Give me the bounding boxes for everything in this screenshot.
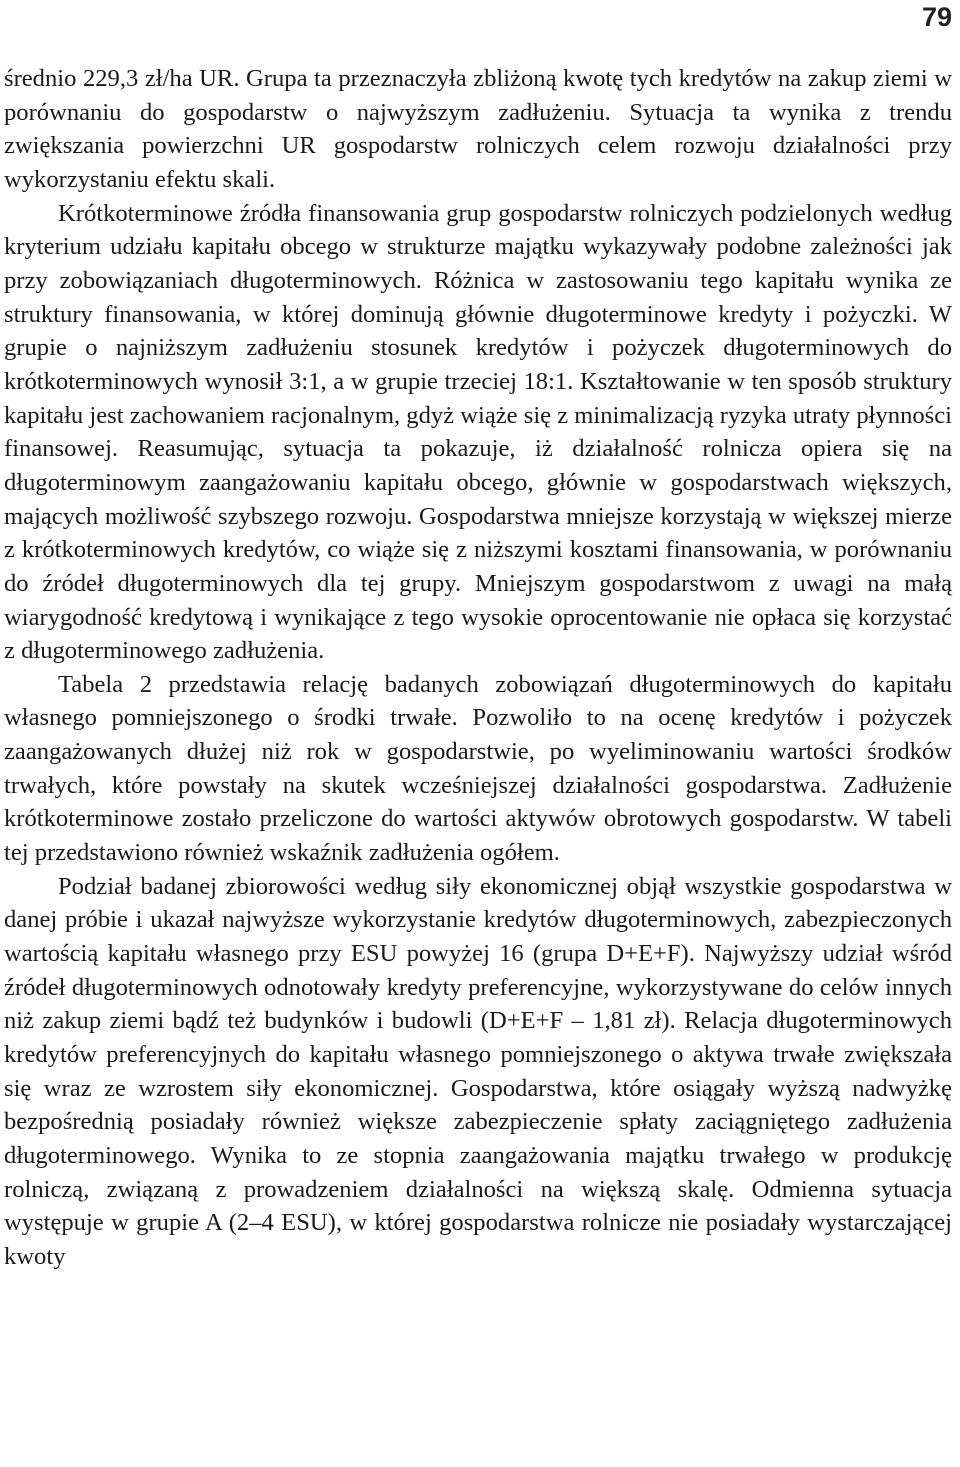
paragraph-short-term-financing: Krótkoterminowe źródła finansowania grup gospodarstw rolniczych podzielonych według kryterium udziału kapitału obcego w strukturze majątku wykazywały podobne zależności jak przy zobowiązaniach długoterminowych. Różnica w zastosowaniu tego kapitału wynika ze struktury finansowania, w której dominują głównie długoterminowe kredyty i pożyczki. W grupie o najniższym zadłużeniu stosunek kredytów i pożyczek długoterminowych do krótkoterminowych wynosił 3:1, a w grupie trzeciej 18:1. Kształtowanie w ten sposób struktury kapitału jest zachowaniem racjonalnym, gdyż wiąże się z minimalizacją ryzyka utraty płynności finansowej. Reasumując, sytuacja ta pokazuje, iż działalność rolnicza opiera się na długoterminowym zaangażowaniu kapitału obcego, głównie w gospodarstwach większych, mających możliwość szybszego rozwoju. Gospodarstwa mniejsze korzystają w większej mierze z krótkoterminowych kredytów, co wiąże się z niższymi kosztami finansowania, w porównaniu do źródeł długoterminowych dla tej grupy. Mniejszym gospodarstwom z uwagi na małą wiarygodność kredytową i wynikające z tego wysokie oprocentowanie nie opłaca się korzystać z długoterminowego zadłużenia. <box>4 199 952 665</box>
paragraph-continuation: średnio 229,3 zł/ha UR. Grupa ta przeznaczyła zbliżoną kwotę tych kredytów na zakup ziemi w porównaniu do gospodarstw o najwyższym zadłużeniu. Sytuacja ta wynika z trendu zwiększania powierzchni UR gospodarstw rolniczych celem rozwoju działalności przy wykorzystaniu efektu skali. <box>4 65 952 193</box>
paragraph-table-2-description: Tabela 2 przedstawia relację badanych zobowiązań długoterminowych do kapitału własnego pomniejszonego o środki trwałe. Pozwoliło to na ocenę kredytów i pożyczek zaangażowanych dłużej niż rok w gospodarstwie, po wyeliminowaniu wartości środków trwałych, które powstały na skutek wcześniejszej działalności gospodarstwa. Zadłużenie krótkoterminowe zostało przeliczone do wartości aktywów obrotowych gospodarstw. W tabeli tej przedstawiono również wskaźnik zadłużenia ogółem. <box>4 670 952 867</box>
page-number: 79 <box>921 2 952 32</box>
body-text <box>4 62 952 1274</box>
paragraph-economic-strength: Podział badanej zbiorowości według siły ekonomicznej objął wszystkie gospodarstwa w danej próbie i ukazał najwyższe wykorzystanie kredytów długoterminowych, zabezpieczonych wartością kapitału własnego przy ESU powyżej 16 (grupa D+E+F). Najwyższy udział wśród źródeł długoterminowych odnotowały kredyty preferencyjne, wykorzystywane do celów innych niż zakup ziemi bądź też budynków i budowli (D+E+F – 1,81 zł). Relacja długoterminowych kredytów preferencyjnych do kapitału własnego pomniejszonego o aktywa trwałe zwiększała się wraz ze wzrostem siły ekonomicznej. Gospodarstwa, które osiągały wyższą nadwyżkę bezpośrednią posiadały również większe zabezpieczenie spłaty zaciągniętego zadłużenia długoterminowego. Wynika to ze stopnia zaangażowania majątku trwałego w produkcję rolniczą, związaną z prowadzeniem działalności na większą skalę. Odmienna sytuacja występuje w grupie A (2–4 ESU), w której gospodarstwa rolnicze nie posiadały wystarczającej kwoty <box>4 872 952 1270</box>
